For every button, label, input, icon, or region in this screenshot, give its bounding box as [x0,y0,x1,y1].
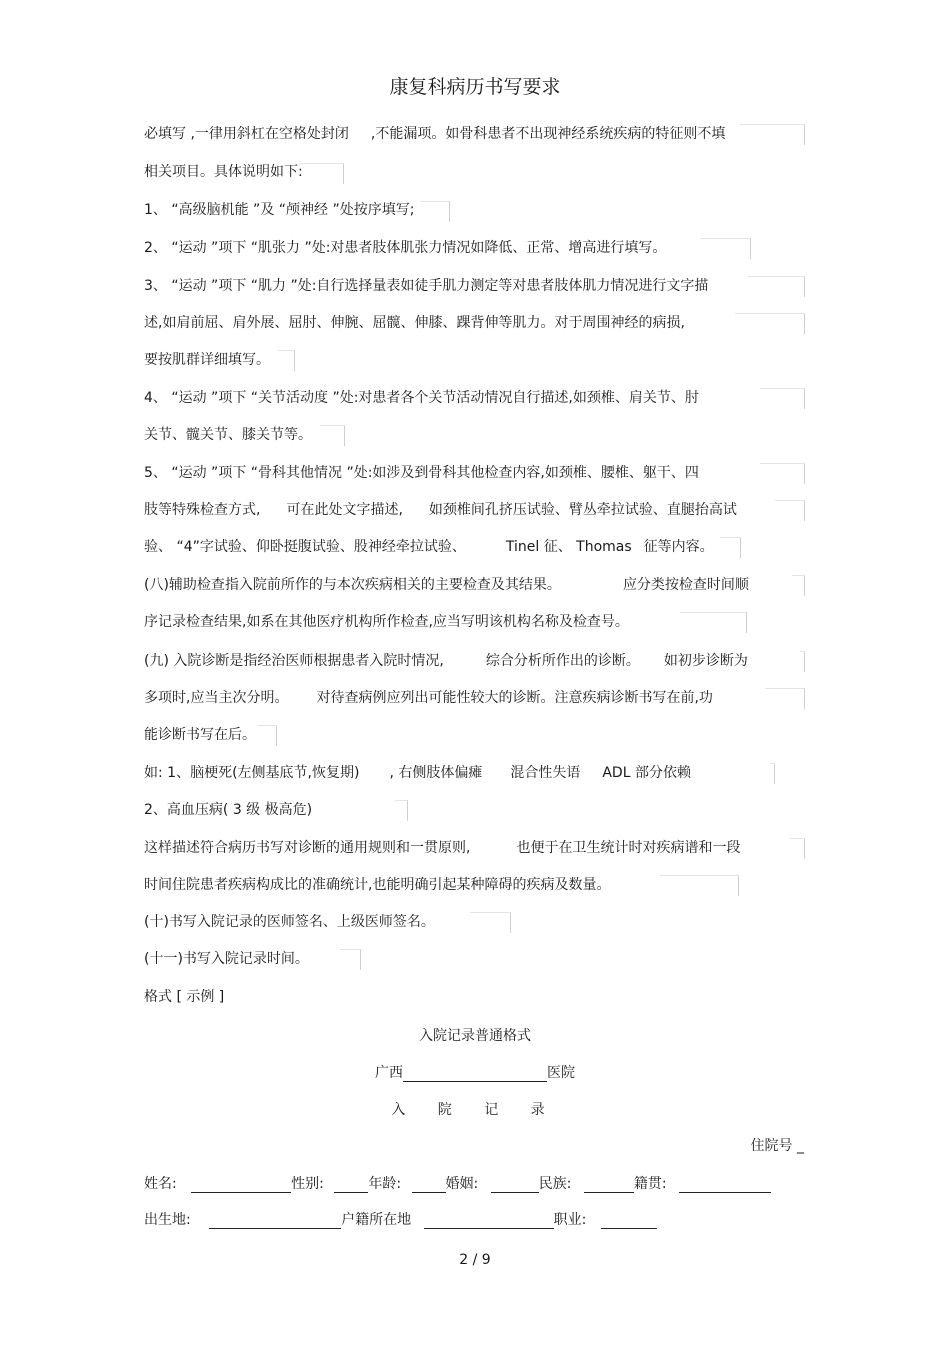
row-rule [278,350,295,371]
text-segment: 多项时,应当主次分明。 [144,690,289,706]
occupation-label: 职业: [553,1212,587,1228]
text-line [144,538,714,556]
text-line: 格式 [ 示例 ] [144,989,225,1005]
text-segment: , 右侧肢体偏瘫 [389,765,483,781]
text-line: 5、 “运动 ”项下 “骨科其他情况 ”处:如涉及到骨科其他检查内容,如颈椎、腰椎、躯干、四 [144,465,699,481]
native-place-label: 籍贯: [633,1176,667,1192]
form-row-2 [144,1211,657,1229]
text-segment: 必填写 ,一律用斜杠在空格处封闭 [144,126,349,142]
row-rule [320,425,345,446]
row-rule [760,463,805,484]
text-line: 序记录检查结果,如系在其他医疗机构所作检查,应当写明该机构名称及检查号。 [144,614,629,630]
text-segment: 可在此处文字描述, [286,502,403,518]
text-segment: 这样描述符合病历书写对诊断的通用规则和一贯原则, [144,840,471,856]
row-rule [765,688,805,709]
text-line [144,125,725,143]
marital-label: 婚姻: [445,1176,479,1192]
hospital-name-field[interactable] [403,1067,547,1082]
text-line: 1、 “高级脑机能 ”及 “颅神经 ”处按序填写; [144,202,415,218]
text-segment: 征等内容。 [643,539,714,555]
text-segment: 混合性失语 [510,765,581,781]
text-segment: 如初步诊断为 [663,653,748,669]
text-segment: (九) 入院诊断是指经治医师根据患者入院时情况, [144,653,444,669]
admission-number: 住院号 _ [750,1138,804,1154]
form-row-1 [144,1175,771,1193]
household-label: 户籍所在地 [341,1212,412,1228]
name-label: 姓名: [144,1176,177,1192]
row-rule [800,651,805,672]
row-rule [340,949,361,970]
text-segment: 如颈椎间孔挤压试验、臂丛牵拉试验、直腿抬高试 [428,502,737,518]
text-segment: ,不能漏项。如骨科患者不出现神经系统疾病的特征则不填 [370,126,726,142]
text-segment: 如: 1、脑梗死(左侧基底节,恢复期) [144,765,360,781]
text-line: 能诊断书写在后。 [144,727,256,743]
text-segment: 对待查病例应列出可能性较大的诊断。注意疾病诊断书写在前,功 [316,690,713,706]
text-line [144,501,737,519]
text-line [144,689,713,707]
text-line: (十一)书写入院记录时间。 [144,951,309,967]
text-line: 关节、髋关节、膝关节等。 [144,427,312,443]
name-field[interactable] [191,1178,291,1193]
text-line: 述,如肩前屈、肩外展、屈肘、伸腕、屈髋、伸膝、踝背伸等肌力。对于周围神经的病损, [144,315,685,331]
row-rule [420,201,450,222]
text-line: (十)书写入院记录的医师签名、上级医师签名。 [144,914,435,930]
age-label: 年龄: [368,1176,402,1192]
text-line: 相关项目。具体说明如下: [144,164,303,180]
text-segment: ADL 部分依赖 [602,765,691,781]
text-line: 2、 “运动 ”项下 “肌张力 ”处:对患者肢体肌张力情况如降低、正常、增高进行填写。 [144,240,667,256]
row-rule [720,537,741,558]
hospital-suffix: 医院 [547,1065,575,1081]
birthplace-field[interactable] [209,1214,341,1229]
row-rule [735,313,805,334]
text-line [144,576,749,594]
row-rule [792,575,805,596]
page-number: 2 / 9 [459,1252,491,1268]
text-line: 要按肌群详细填写。 [144,352,270,368]
row-rule [470,912,511,933]
row-rule [760,388,805,409]
document-title: 康复科病历书写要求 [389,76,561,98]
ethnicity-field[interactable] [584,1178,634,1193]
text-segment: (八)辅助检查指入院前所作的与本次疾病相关的主要检查及其结果。 [144,577,561,593]
text-segment: 应分类按检查时间顺 [622,577,749,593]
row-rule [748,276,805,297]
row-rule [660,875,739,896]
text-segment: 综合分析所作出的诊断。 [485,653,640,669]
gender-field[interactable] [334,1178,368,1193]
gender-label: 性别: [291,1176,324,1192]
text-line: 4、 “运动 ”项下 “关节活动度 ”处:对患者各个关节活动情况自行描述,如颈椎、肩关节、肘 [144,390,699,406]
occupation-field[interactable] [601,1214,657,1229]
household-field[interactable] [424,1214,554,1229]
text-segment: 肢等特殊检查方式, [144,502,261,518]
row-rule [770,763,775,784]
row-rule [740,124,805,145]
text-line [144,764,691,782]
row-rule [258,725,277,746]
form-heading: 入院记录普通格式 [419,1028,531,1044]
row-rule [700,238,751,259]
hospital-prefix: 广西 [375,1065,403,1081]
record-title: 入 院 记 录 [391,1102,559,1118]
row-rule [775,500,805,521]
text-line [144,839,740,857]
native-place-field[interactable] [679,1178,771,1193]
text-line: 时间住院患者疾病构成比的准确统计,也能明确引起某种障碍的疾病及数量。 [144,877,611,893]
row-rule [680,612,747,633]
text-line: 2、高血压病( 3 级 极高危) [144,802,313,818]
ethnicity-label: 民族: [538,1176,572,1192]
age-field[interactable] [412,1178,446,1193]
row-rule [395,800,408,821]
text-segment: 验、 “4”字试验、仰卧挺腹试验、股神经牵拉试验、 [144,539,466,555]
text-line [144,652,748,670]
text-line: 3、 “运动 ”项下 “肌力 ”处:自行选择量表如徒手肌力测定等对患者肢体肌力情况进行文字描 [144,278,709,294]
birthplace-label: 出生地: [144,1212,191,1228]
marital-field[interactable] [491,1178,539,1193]
text-segment: 也便于在卫生统计时对疾病谱和一段 [516,840,741,856]
row-rule [300,163,344,184]
row-rule [790,838,805,859]
text-segment: Tinel 征、 Thomas [505,539,632,555]
hospital-line [0,1062,950,1082]
